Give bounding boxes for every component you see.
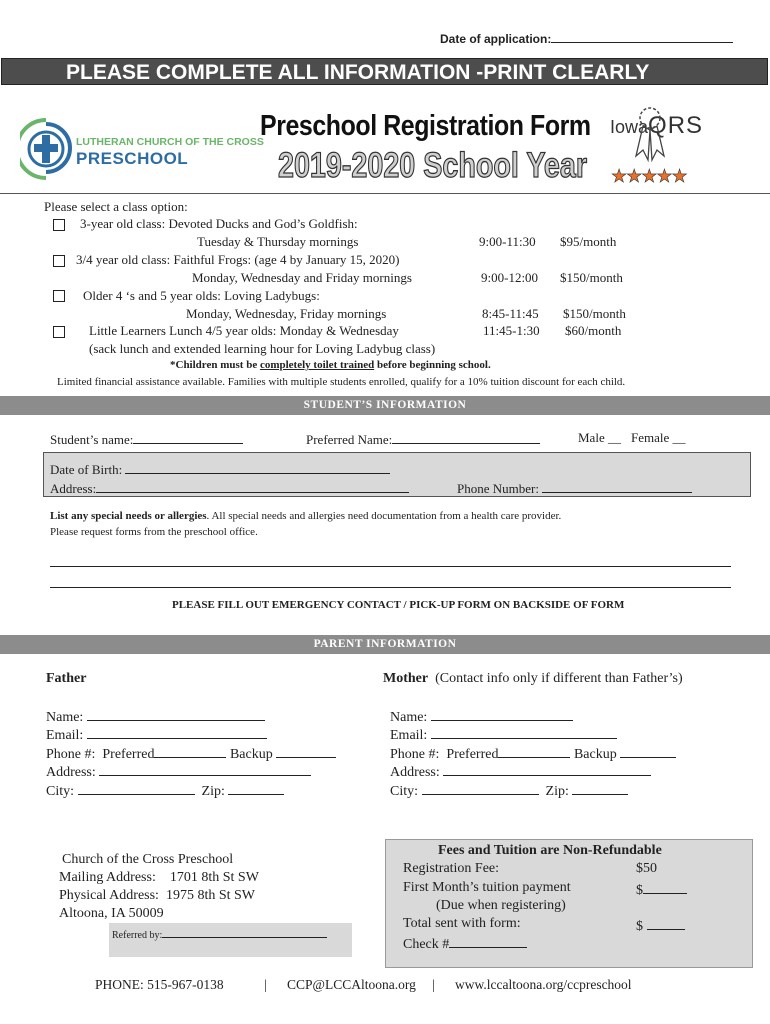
father-name-field[interactable]	[87, 707, 265, 721]
parent-info-header: PARENT INFORMATION	[0, 635, 770, 654]
mother-city-field[interactable]	[422, 781, 539, 795]
male-option[interactable]: Male __	[578, 430, 621, 445]
header-divider	[0, 193, 770, 194]
father-backup-field[interactable]	[276, 744, 336, 758]
first-month-field[interactable]	[643, 880, 687, 894]
mother-preferred-field[interactable]	[498, 744, 570, 758]
physical-address	[59, 888, 255, 904]
date-of-application	[440, 29, 733, 46]
footer-website[interactable]: www.lccaltoona.org/ccpreschool	[455, 977, 632, 992]
mother-address-row	[390, 762, 651, 781]
dob-row	[50, 460, 390, 478]
mother-preferred-label: Preferred	[446, 747, 499, 762]
father-city-label: City:	[46, 784, 75, 799]
check-field[interactable]	[449, 934, 527, 948]
referred-field[interactable]	[162, 927, 327, 938]
address-field[interactable]	[96, 479, 409, 493]
preferred-name-field[interactable]	[392, 430, 540, 444]
mailing-label: Mailing Address:	[59, 870, 156, 885]
father-address-field[interactable]	[99, 762, 311, 776]
mother-backup-field[interactable]	[620, 744, 676, 758]
mother-name-field[interactable]	[431, 707, 573, 721]
father-name-label: Name:	[46, 710, 84, 725]
total-sent-currency: $	[636, 919, 643, 934]
footer-email[interactable]: CCP@LCCAltoona.org	[287, 977, 416, 992]
father-zip-label: Zip:	[201, 784, 225, 799]
phone-field[interactable]	[542, 479, 692, 493]
mailing-value: 1701 8th St SW	[169, 870, 259, 885]
mother-backup-label: Backup	[573, 747, 617, 762]
mother-city-row	[390, 781, 628, 800]
father-name-row	[46, 707, 265, 726]
student-info-header: STUDENT’S INFORMATION	[0, 396, 770, 415]
special-needs-bold: List any special needs or allergies	[50, 510, 207, 522]
total-sent-field[interactable]	[647, 916, 685, 930]
mother-address-field[interactable]	[443, 762, 651, 776]
female-option[interactable]: Female __	[631, 430, 686, 445]
first-month-row	[636, 880, 687, 899]
class-4-name: Little Learners Lunch 4/5 year olds: Monday & Wednesday	[89, 323, 399, 338]
footer-separator-2: |	[432, 977, 435, 992]
class-1-days: Tuesday & Thursday mornings	[197, 234, 359, 249]
instruction-banner	[1, 58, 768, 85]
phone-label: Phone Number:	[457, 481, 539, 496]
phone-row	[457, 479, 692, 497]
due-note: (Due when registering)	[436, 898, 566, 913]
footer-phone: PHONE: 515-967-0138	[95, 977, 224, 992]
first-month-currency: $	[636, 883, 643, 898]
father-zip-field[interactable]	[228, 781, 284, 795]
physical-value: 1975 8th St SW	[165, 888, 256, 903]
cross-logo-icon	[20, 117, 72, 181]
toilet-trained-note	[170, 359, 491, 371]
mother-zip-field[interactable]	[572, 781, 628, 795]
class-2-days: Monday, Wednesday and Friday mornings	[192, 270, 412, 285]
preferred-name-label: Preferred Name:	[306, 432, 393, 447]
student-name-row	[50, 430, 243, 448]
class-2-name: 3/4 year old class: Faithful Frogs: (age 4 by January 15, 2020)	[76, 252, 400, 267]
mother-phone-label: Phone #:	[390, 747, 440, 762]
class-1-name: 3-year old class: Devoted Ducks and God’s Goldfish:	[80, 216, 358, 231]
father-backup-label: Backup	[229, 747, 273, 762]
fees-title: Fees and Tuition are Non-Refundable	[438, 843, 662, 858]
mother-email-field[interactable]	[431, 725, 617, 739]
qrs-letters: QRS	[648, 112, 704, 139]
referred-label: Referred by:	[112, 930, 163, 941]
class-4-time: 11:45-1:30	[483, 323, 540, 338]
father-city-row	[46, 781, 284, 800]
financial-assistance-note: Limited financial assistance available. Families with multiple students enrolled, qualify for a 10% tuition discount for each child.	[57, 376, 626, 388]
special-needs-line-1[interactable]	[50, 566, 731, 567]
checkbox-three-year-class[interactable]	[53, 219, 65, 231]
school-year-title: 2019-2020 School Year	[278, 146, 588, 185]
mother-phone-row	[390, 744, 676, 763]
mother-note: (Contact info only if different than Father’s)	[435, 671, 683, 686]
mailing-address	[59, 870, 259, 886]
mother-city-label: City:	[390, 784, 419, 799]
mother-email-row	[390, 725, 617, 744]
father-phone-label: Phone #:	[46, 747, 96, 762]
toilet-underlined: completely toilet trained	[259, 359, 375, 371]
checkbox-little-learners-class[interactable]	[53, 326, 65, 338]
class-2-price: $150/month	[560, 270, 623, 285]
dob-label: Date of Birth:	[50, 462, 123, 477]
special-needs-line-2[interactable]	[50, 587, 731, 588]
special-needs-rest: . All special needs and allergies need documentation from a health care provider.	[206, 510, 562, 522]
first-month-label: First Month’s tuition payment	[403, 880, 571, 895]
banner-text: PLEASE COMPLETE ALL INFORMATION -PRINT CLEARLY	[66, 61, 650, 84]
rating-stars: ★★★★★	[611, 166, 687, 186]
class-select-intro: Please select a class option:	[44, 199, 188, 214]
special-needs-line2: Please request forms from the preschool office.	[50, 526, 258, 538]
mother-email-label: Email:	[390, 728, 428, 743]
father-city-field[interactable]	[78, 781, 195, 795]
class-2-time: 9:00-12:00	[481, 270, 539, 285]
registration-fee-label: Registration Fee:	[403, 861, 500, 876]
class-3-time: 8:45-11:45	[482, 306, 539, 321]
check-row	[403, 934, 527, 953]
qrs-ribbon-icon	[626, 104, 676, 166]
logo-preschool: PRESCHOOL	[76, 149, 189, 168]
preferred-name-row	[306, 430, 540, 448]
checkbox-three-four-class[interactable]	[53, 255, 65, 267]
footer-separator-1: |	[264, 977, 267, 992]
emergency-contact-note: PLEASE FILL OUT EMERGENCY CONTACT / PICK-UP FORM ON BACKSIDE OF FORM	[172, 599, 625, 611]
check-label: Check #	[403, 937, 450, 952]
class-3-price: $150/month	[563, 306, 626, 321]
class-4-note: (sack lunch and extended learning hour for Loving Ladybug class)	[89, 341, 436, 356]
church-name: Church of the Cross Preschool	[62, 852, 234, 867]
class-3-name: Older 4 ‘s and 5 year olds: Loving Ladybugs:	[83, 288, 320, 303]
logo-church-name: LUTHERAN CHURCH OF THE CROSS	[76, 136, 264, 148]
toilet-pre: *Children must be	[170, 359, 260, 371]
class-4-price: $60/month	[565, 323, 622, 338]
total-sent-label: Total sent with form:	[403, 916, 521, 931]
class-3-days: Monday, Wednesday, Friday mornings	[186, 306, 387, 321]
registration-fee-value: $50	[636, 861, 657, 876]
physical-label: Physical Address:	[59, 888, 159, 903]
date-label: Date of application:	[440, 32, 552, 46]
father-phone-row	[46, 744, 336, 763]
address-label: Address:	[50, 481, 97, 496]
referred-row	[112, 927, 327, 941]
address-row	[50, 479, 409, 497]
special-needs-note	[50, 510, 561, 522]
checkbox-older-four-class[interactable]	[53, 290, 65, 302]
father-address-label: Address:	[46, 765, 96, 780]
father-preferred-label: Preferred	[102, 747, 155, 762]
mother-name-row	[390, 707, 573, 726]
mother-name-label: Name:	[390, 710, 428, 725]
church-city: Altoona, IA 50009	[59, 906, 164, 921]
student-name-field[interactable]	[133, 430, 243, 444]
father-preferred-field[interactable]	[154, 744, 226, 758]
form-title: Preschool Registration Form	[260, 110, 591, 142]
father-email-field[interactable]	[87, 725, 267, 739]
dob-field[interactable]	[125, 460, 390, 474]
mother-zip-label: Zip:	[545, 784, 569, 799]
father-address-row	[46, 762, 311, 781]
student-name-label: Student’s name:	[50, 432, 134, 447]
toilet-post: before beginning school.	[374, 359, 491, 371]
total-sent-row	[636, 916, 685, 935]
class-1-price: $95/month	[560, 234, 617, 249]
class-1-time: 9:00-11:30	[479, 234, 536, 249]
date-field[interactable]	[551, 29, 733, 43]
father-heading: Father	[46, 671, 87, 686]
mother-address-label: Address:	[390, 765, 440, 780]
mother-heading-row	[383, 671, 683, 687]
mother-heading: Mother	[383, 671, 429, 686]
father-email-label: Email:	[46, 728, 84, 743]
father-email-row	[46, 725, 267, 744]
qrs-iowa: Iowa	[610, 117, 649, 137]
